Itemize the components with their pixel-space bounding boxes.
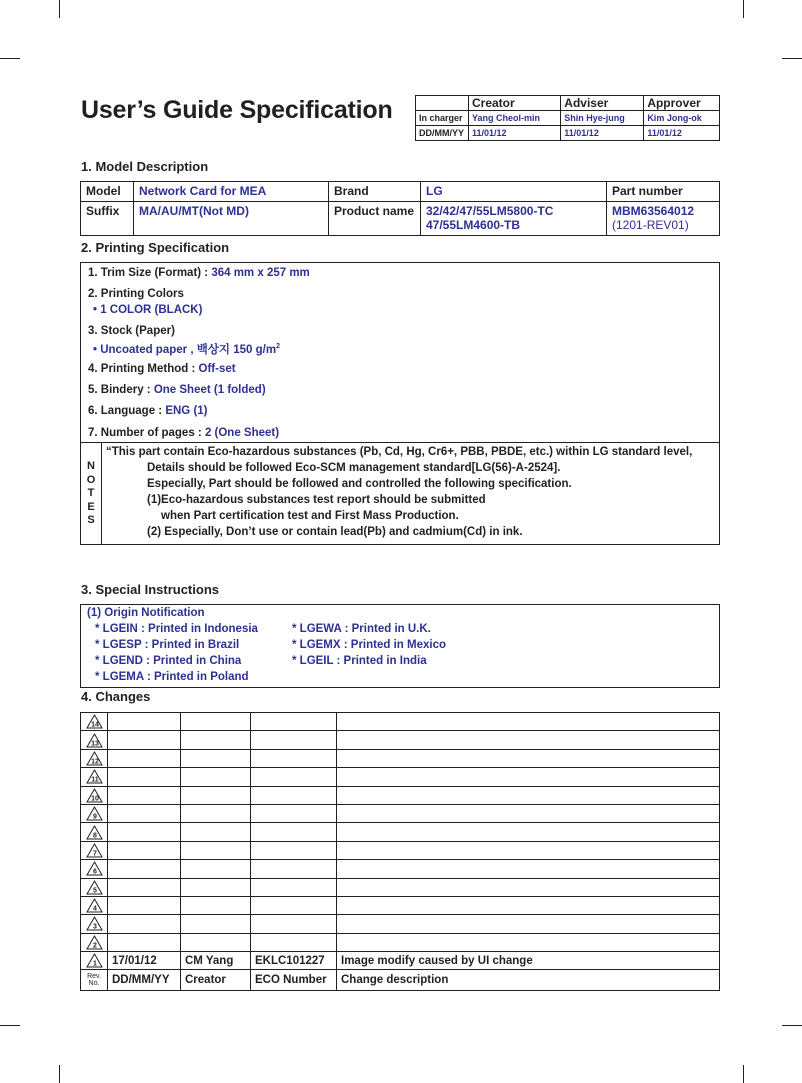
table-row [81,860,720,878]
table-row [81,915,720,933]
crop-mark [743,0,744,18]
revision-number: 9 [92,813,97,821]
notes-line: Details should be followed Eco-SCM management standard[LG(56)-A-2524]. [147,462,561,474]
notes-side-label [81,443,102,544]
stock-value-sup: 2 [276,343,280,350]
table-row [81,804,720,822]
change-description [337,713,720,731]
table-header-row [81,970,720,991]
changes-table [80,712,720,991]
change-creator [181,804,251,822]
printing-spec-box [80,262,720,545]
revision-triangle-icon [86,916,103,931]
change-creator [181,823,251,841]
change-eco [251,804,337,822]
change-date [108,786,181,804]
product-name-value [421,202,607,236]
notes-line: (1)Eco-hazardous substances test report should be submitted [147,494,486,506]
change-eco [251,896,337,914]
revision-triangle-icon [86,751,103,766]
revision-triangle-icon [86,861,103,876]
change-date [108,768,181,786]
language-label: 6. Language : [88,405,166,417]
trim-size-label: 1. Trim Size (Format) : [88,267,212,279]
trim-size-value: 364 mm x 257 mm [211,267,310,279]
origin-item: * LGEMA : Printed in Poland [95,671,249,683]
table-row [81,841,720,859]
revision-cell [81,804,108,822]
part-number: MBM63564012 [612,204,695,218]
notes-line: Especially, Part should be followed and controlled the following specification. [147,478,572,490]
origin-title: (1) Origin Notification [87,607,205,619]
change-date [108,749,181,767]
change-eco: EKLC101227 [251,952,337,970]
origin-item: * LGEWA : Printed in U.K. [292,623,431,635]
revision-number: 1 [92,960,97,968]
change-creator: CM Yang [181,952,251,970]
table-row [81,896,720,914]
change-description [337,933,720,951]
model-label: Model [81,182,134,202]
change-eco [251,786,337,804]
change-date [108,896,181,914]
revision-cell [81,878,108,896]
change-creator [181,896,251,914]
change-eco [251,915,337,933]
revision-number: 13 [90,740,99,748]
change-creator [181,933,251,951]
model-table [80,181,720,236]
revision-cell [81,915,108,933]
table-row [81,713,720,731]
crop-mark [59,1065,60,1083]
revision-cell [81,749,108,767]
approval-cell: Yang Cheol-min [469,111,561,126]
change-creator [181,915,251,933]
table-row [81,878,720,896]
change-date [108,933,181,951]
revision-number: 3 [92,923,97,931]
revision-triangle-icon [86,769,103,784]
revision-number: 8 [92,832,97,840]
notes-letter: N [87,460,95,472]
approval-row-label: DD/MM/YY [416,126,469,141]
revision-triangle-icon [86,843,103,858]
table-row [81,823,720,841]
change-description [337,878,720,896]
change-description [337,896,720,914]
table-row [81,749,720,767]
change-eco [251,731,337,749]
change-date [108,713,181,731]
change-creator [181,860,251,878]
change-description [337,749,720,767]
revision-triangle-icon [86,880,103,895]
revision-number: 7 [92,850,97,858]
revision-triangle-icon [86,806,103,821]
bindery-value: One Sheet (1 folded) [153,384,266,396]
table-row [81,768,720,786]
notes-line: “This part contain Eco-hazardous substances (Pb, Cd, Hg, Cr6+, PBB, PBDE, etc.) within LG standard level, [106,446,693,458]
change-description [337,804,720,822]
revision-triangle-icon [86,898,103,913]
creator-header: Creator [181,970,251,991]
origin-item: * LGESP : Printed in Brazil [95,639,240,651]
change-creator [181,749,251,767]
crop-mark [0,58,20,59]
crop-mark [782,58,802,59]
change-eco [251,823,337,841]
revision-triangle-icon [86,935,103,950]
number-of-pages [88,425,279,441]
section-title: 2. Printing Specification [81,240,230,255]
crop-mark [782,1025,802,1026]
eco-header: ECO Number [251,970,337,991]
section-title: 3. Special Instructions [81,582,219,597]
change-date [108,915,181,933]
revision-number: 2 [92,942,97,950]
no-label: No. [88,980,100,988]
change-eco [251,860,337,878]
revision-cell [81,841,108,859]
revision-number: 11 [90,776,99,784]
revision-number: 4 [92,905,97,913]
notes-letter: S [87,514,95,526]
change-creator [181,713,251,731]
approval-header: Approver [644,96,720,111]
change-date [108,841,181,859]
revision-triangle-icon [86,825,103,840]
change-eco [251,841,337,859]
change-creator [181,878,251,896]
revision-number: 14 [90,721,99,729]
change-description [337,731,720,749]
crop-mark [0,1025,20,1026]
table-row [81,933,720,951]
change-eco [251,749,337,767]
approval-header: Creator [469,96,561,111]
table-row [81,731,720,749]
change-description [337,786,720,804]
change-description [337,823,720,841]
change-creator [181,841,251,859]
change-date: 17/01/12 [108,952,181,970]
change-creator [181,731,251,749]
revision-number: 6 [92,868,97,876]
crop-mark [59,0,60,18]
pages-label: 7. Number of pages : [88,427,205,439]
revision-triangle-icon [86,788,103,803]
approval-header: Adviser [561,96,644,111]
stock-value-text: • Uncoated paper , 백상지 150 g/m [93,343,277,356]
revision-cell [81,823,108,841]
notes-line: (2) Especially, Don’t use or contain lead(Pb) and cadmium(Cd) in ink. [147,526,523,538]
stock-label: 3. Stock (Paper) [88,325,175,337]
part-revision: (1201-REV01) [612,218,689,232]
suffix-value: MA/AU/MT(Not MD) [134,202,329,236]
product-name-label: Product name [329,202,421,236]
part-number-label: Part number [607,182,720,202]
notes-letter: O [86,473,96,486]
part-number-value [607,202,720,236]
revision-cell [81,786,108,804]
notes-letter: T [87,487,95,499]
table-row [81,786,720,804]
bindery [88,382,266,398]
approval-row-label: In charger [416,111,469,126]
crop-mark [743,1065,744,1083]
brand-value: LG [421,182,607,202]
change-creator [181,768,251,786]
model-value: Network Card for MEA [134,182,329,202]
approval-cell: 11/01/12 [561,126,644,141]
change-creator [181,786,251,804]
revision-triangle-icon [86,714,103,729]
language-value: ENG (1) [165,405,208,417]
notes-box [81,442,719,544]
notes-letter: E [87,500,95,513]
revision-cell [81,952,108,970]
table-row [81,952,720,970]
change-date [108,860,181,878]
bindery-label: 5. Bindery : [88,384,154,396]
origin-item: * LGEIL : Printed in India [292,655,427,667]
description-header: Change description [337,970,720,991]
revision-header [81,970,108,991]
printing-method [88,361,236,377]
change-description [337,841,720,859]
revision-number: 12 [90,758,99,766]
printing-colors-label: 2. Printing Colors [88,288,184,300]
approval-table [415,95,720,141]
product-name-line: 47/55LM4600-TB [426,218,521,232]
change-date [108,804,181,822]
change-description: Image modify caused by UI change [337,952,720,970]
revision-cell [81,731,108,749]
date-header: DD/MM/YY [108,970,181,991]
revision-cell [81,860,108,878]
stock-value [93,339,280,358]
language [88,403,208,419]
revision-number: 5 [92,887,97,895]
origin-item: * LGEIN : Printed in Indonesia [95,623,258,635]
notes-line: when Part certification test and First Mass Production. [161,510,459,522]
section-title: 4. Changes [81,689,151,704]
approval-cell: Shin Hye-jung [561,111,644,126]
change-eco [251,713,337,731]
revision-cell [81,896,108,914]
printing-method-label: 4. Printing Method : [88,363,199,375]
pages-value: 2 (One Sheet) [204,427,280,439]
origin-item: * LGEND : Printed in China [95,655,242,667]
revision-cell [81,933,108,951]
suffix-label: Suffix [81,202,134,236]
rev-label: Rev. [87,973,101,981]
revision-triangle-icon [86,733,103,748]
approval-cell: 11/01/12 [469,126,561,141]
revision-triangle-icon [86,953,103,968]
change-date [108,731,181,749]
change-description [337,860,720,878]
brand-label: Brand [329,182,421,202]
special-instructions-box [80,604,720,688]
section-title: 1. Model Description [81,159,209,174]
change-eco [251,878,337,896]
revision-number: 10 [90,795,99,803]
approval-cell: Kim Jong-ok [644,111,720,126]
change-description [337,915,720,933]
change-eco [251,768,337,786]
change-date [108,823,181,841]
approval-cell: 11/01/12 [644,126,720,141]
revision-cell [81,713,108,731]
change-description [337,768,720,786]
trim-size [88,265,310,281]
change-date [108,878,181,896]
printing-colors-value: • 1 COLOR (BLACK) [93,304,203,316]
product-name-line: 32/42/47/55LM5800-TC [426,204,554,218]
origin-item: * LGEMX : Printed in Mexico [292,639,446,651]
revision-cell [81,768,108,786]
page-title: User’s Guide Specification [81,96,393,124]
printing-method-value: Off-set [198,363,236,375]
change-eco [251,933,337,951]
